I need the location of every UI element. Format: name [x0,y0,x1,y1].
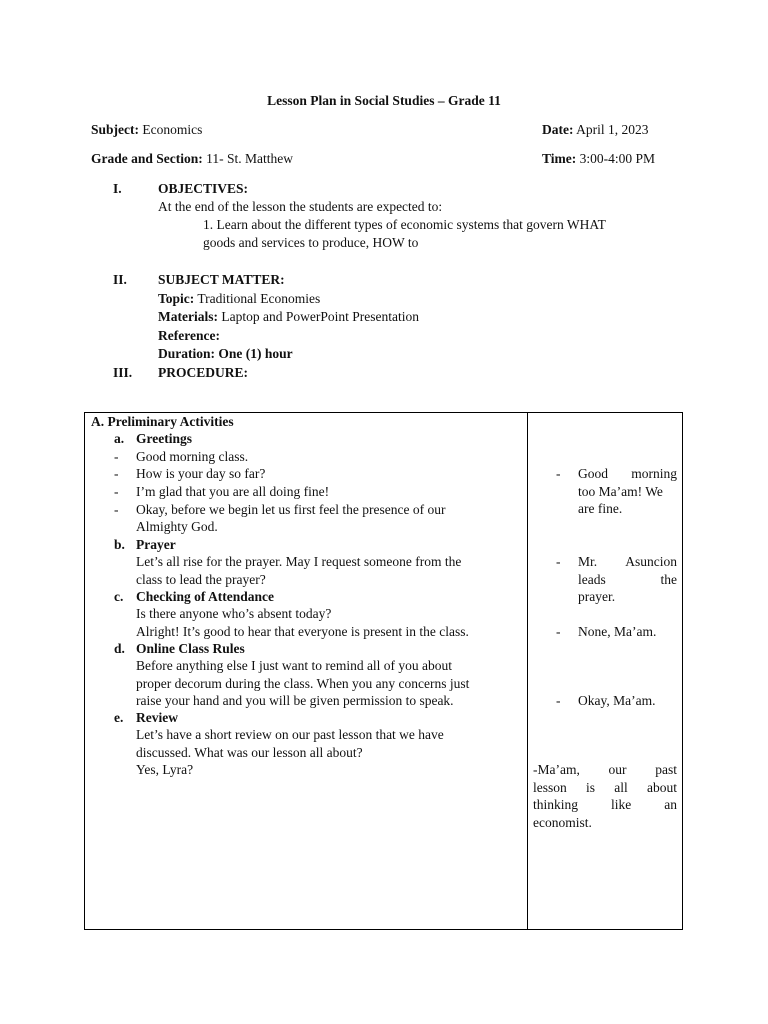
objectives-intro: At the end of the lesson the students are expected to: [158,199,443,214]
attendance-line: Alright! It’s good to hear that everyone is present in the class. [136,624,469,639]
subsection-label: d. [114,641,125,656]
review-line: discussed. What was our lesson all about? [136,745,363,760]
subsection-label: e. [114,710,124,725]
subsection-title: Review [136,710,178,725]
response-rules: Okay, Ma’am. [578,693,656,708]
rules-line: Before anything else I just want to remind all of you about [136,658,453,673]
duration-field: Duration: One (1) hour [158,346,293,361]
response-prayer: Mr. Asuncion leads the prayer. [578,554,677,604]
bullet-dash: - [114,466,119,481]
response-review: -Ma’am, our past lesson is all about thinking like an economist. [533,762,677,830]
student-response-cell [528,413,683,930]
materials-field: Materials: Laptop and PowerPoint Presentation [158,309,419,324]
subsection-label: c. [114,589,124,604]
response-greeting: Good morning too Ma’am! We are fine. [578,466,677,516]
response-dash: - [556,693,561,708]
procedure-table [84,412,683,930]
bullet-dash: - [114,484,119,499]
greeting-line: How is your day so far? [136,466,266,481]
rules-line: raise your hand and you will be given permission to speak. [136,693,454,708]
response-attendance: None, Ma’am. [578,624,657,639]
greeting-line: Okay, before we begin let us first feel the presence of our [136,502,446,517]
attendance-line: Is there anyone who’s absent today? [136,606,332,621]
response-dash: - [556,624,561,639]
time-field: Time: 3:00-4:00 PM [542,151,656,166]
topic-field: Topic: Traditional Economies [158,291,321,306]
section-heading: A. Preliminary Activities [91,414,234,429]
objective-item-line: goods and services to produce, HOW to [203,235,419,250]
objectives-heading: OBJECTIVES: [158,181,249,196]
procedure-heading: PROCEDURE: [158,365,248,380]
objective-item-line: 1. Learn about the different types of economic systems that govern WHAT [203,217,606,232]
subsection-title: Online Class Rules [136,641,245,656]
subject-matter-heading: SUBJECT MATTER: [158,272,285,287]
objectives-numeral: I. [113,181,122,196]
page-title: Lesson Plan in Social Studies – Grade 11 [267,93,501,108]
date-field: Date: April 1, 2023 [542,122,649,137]
subsection-title: Greetings [136,431,192,446]
subject-field: Subject: Economics [91,122,203,137]
bullet-dash: - [114,502,119,517]
subject-matter-numeral: II. [113,272,127,287]
prayer-line: Let’s all rise for the prayer. May I request someone from the [136,554,462,569]
prayer-line: class to lead the prayer? [136,572,266,587]
response-dash: - [556,466,561,481]
subsection-label: b. [114,537,125,552]
greeting-line: Almighty God. [136,519,218,534]
grade-field: Grade and Section: 11- St. Matthew [91,151,294,166]
response-dash: - [556,554,561,569]
reference-field: Reference: [158,328,220,343]
review-line: Let’s have a short review on our past lesson that we have [136,727,444,742]
subsection-title: Checking of Attendance [136,589,274,604]
review-line: Yes, Lyra? [136,762,194,777]
rules-line: proper decorum during the class. When you any concerns just [136,676,470,691]
procedure-numeral: III. [113,365,133,380]
teacher-activity-cell [85,413,528,930]
subsection-label: a. [114,431,125,446]
greeting-line: Good morning class. [136,449,249,464]
subsection-title: Prayer [136,537,176,552]
bullet-dash: - [114,449,119,464]
greeting-line: I’m glad that you are all doing fine! [136,484,330,499]
